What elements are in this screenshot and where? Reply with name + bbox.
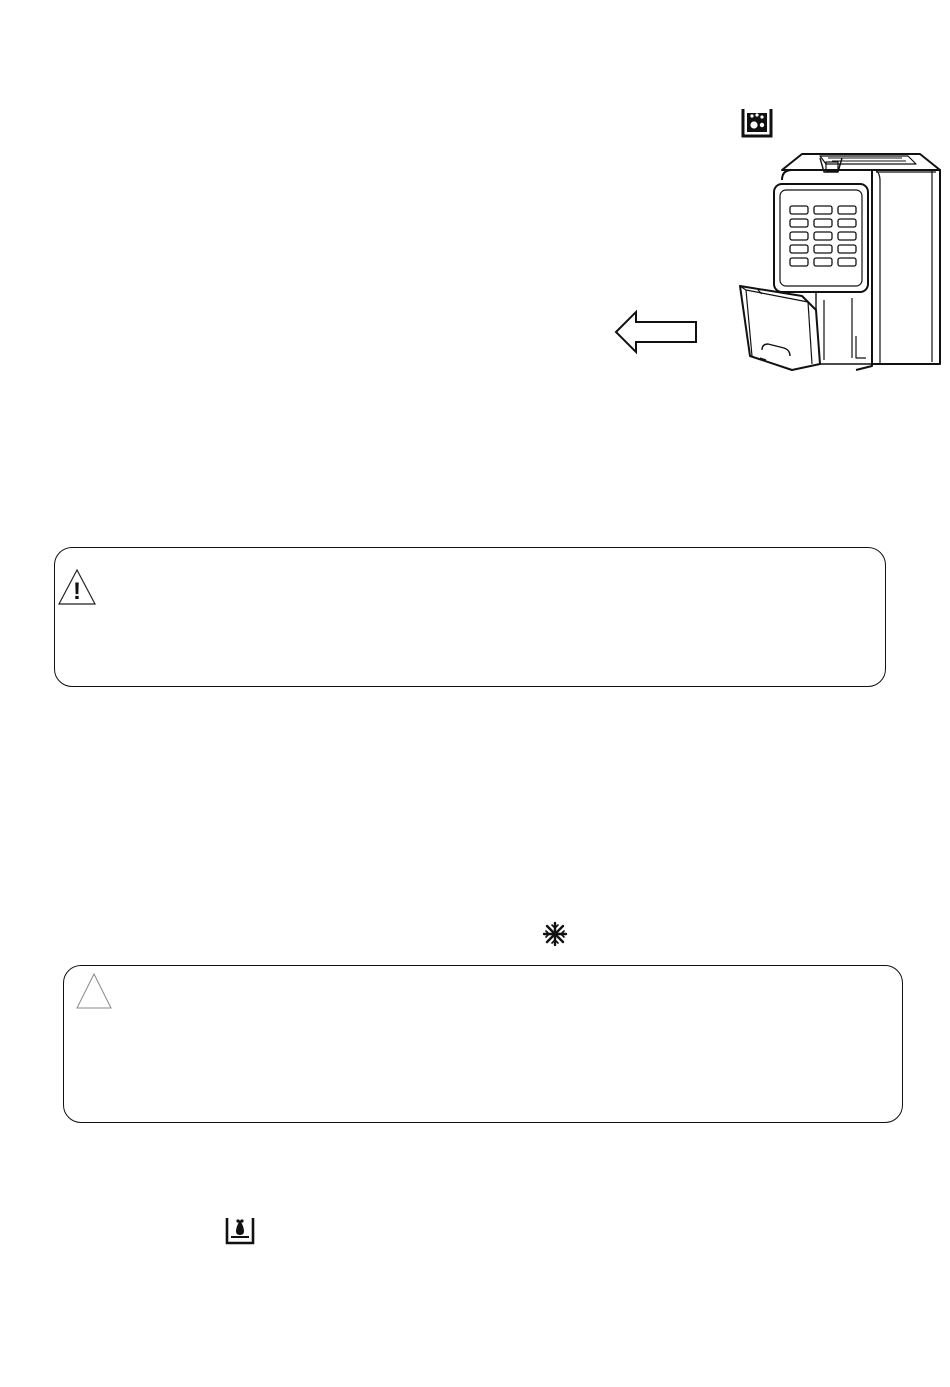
caution-notice-box bbox=[54, 547, 886, 687]
warning-triangle-icon bbox=[57, 568, 97, 606]
warning-triangle-outline-icon bbox=[75, 972, 113, 1010]
left-arrow-icon bbox=[614, 309, 700, 355]
snowflake-icon bbox=[542, 921, 568, 947]
water-tank-full-icon bbox=[740, 106, 774, 140]
dehumidifier-tank-removed-illustration bbox=[732, 150, 944, 374]
caution-notice-box-secondary bbox=[63, 965, 903, 1123]
caution-symbol: ! bbox=[73, 578, 81, 605]
water-tank-icon bbox=[224, 1214, 256, 1246]
